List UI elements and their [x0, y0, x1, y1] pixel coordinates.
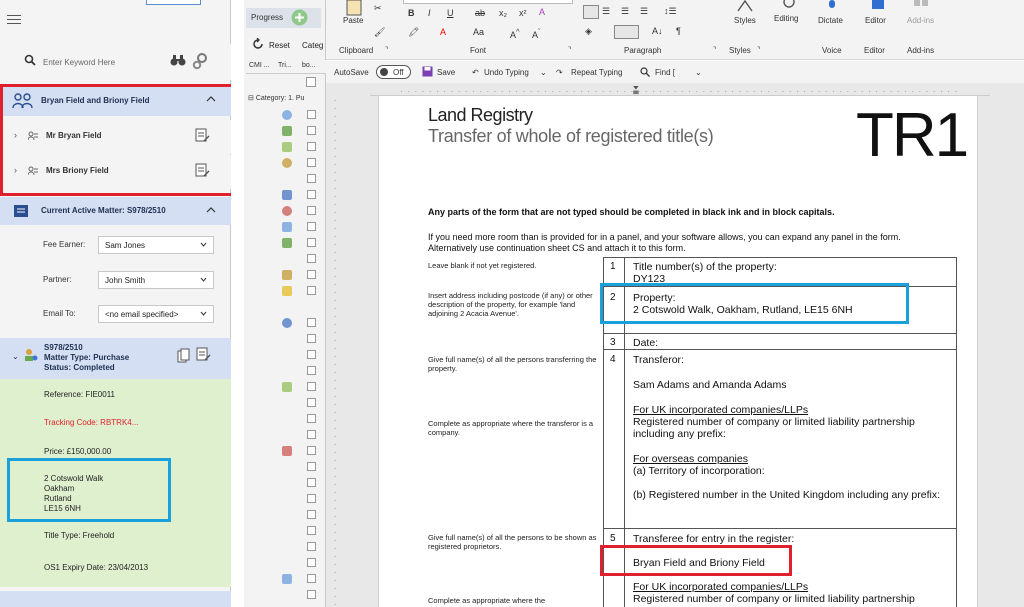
notes-icon[interactable] — [196, 347, 211, 362]
tree-node-icon — [282, 174, 292, 184]
uk-companies-text: Registered number of company or limited liability partnership — [633, 593, 915, 605]
address-line: LE15 6NH — [44, 504, 81, 513]
tree-checkbox[interactable] — [307, 414, 316, 423]
panel-number: 1 — [610, 261, 616, 272]
autosave-state: Off — [393, 68, 404, 77]
tree-checkbox[interactable] — [307, 462, 316, 471]
tree-node-icon — [282, 286, 292, 296]
styles-button[interactable]: Styles — [734, 16, 756, 25]
matter-reference: Reference: FIE0011 — [44, 390, 116, 399]
paragraph-group-label: Paragraph — [624, 46, 662, 55]
tree-checkbox[interactable] — [307, 398, 316, 407]
tree-checkbox[interactable] — [307, 190, 316, 199]
panel-5-label: Transferee for entry in the register: — [633, 533, 795, 545]
repeat-button[interactable]: Repeat Typing — [571, 68, 623, 77]
panel-note: Leave blank if not yet registered. — [428, 261, 537, 270]
undo-icon[interactable]: ↶ — [472, 68, 479, 77]
copy-icon[interactable] — [177, 348, 190, 363]
format-painter-icon[interactable]: 🖌 — [374, 27, 386, 37]
align-right-icon[interactable]: ☰ — [621, 6, 630, 16]
panel-border — [956, 257, 957, 607]
toggle-knob — [380, 68, 388, 76]
chevron-down-icon — [200, 277, 207, 283]
dialog-launcher-icon[interactable]: ⌝ — [757, 47, 761, 54]
add-icon[interactable] — [291, 9, 308, 26]
current-matter-title: Current Active Matter: S978/2510 — [41, 206, 166, 215]
line-spacing-icon[interactable]: ↕☰ — [664, 6, 677, 16]
matter-price: Price: £150,000.00 — [44, 447, 112, 456]
font-color-icon[interactable]: A — [440, 27, 447, 37]
sort-icon[interactable]: A↓ — [652, 26, 663, 36]
tree-checkbox[interactable] — [307, 382, 316, 391]
email-to-select[interactable] — [98, 305, 214, 323]
tree-checkbox[interactable] — [307, 526, 316, 535]
superscript-button[interactable]: x² — [519, 8, 527, 18]
tree-node-icon — [282, 446, 292, 456]
land-registry-heading: Land Registry — [428, 105, 533, 125]
tree-checkbox[interactable] — [307, 446, 316, 455]
tree-checkbox[interactable] — [307, 494, 316, 503]
shading-icon[interactable]: ◈ — [585, 26, 592, 36]
panel-border — [603, 333, 956, 334]
reset-icon[interactable] — [252, 38, 264, 50]
address-line: Rutland — [44, 494, 72, 503]
dialog-launcher-icon[interactable]: ⌝ — [568, 47, 572, 54]
panel-note: Complete as appropriate where the — [428, 596, 546, 605]
tree-checkbox[interactable] — [307, 254, 316, 263]
blue-highlight-box-property — [600, 283, 909, 324]
dictate-button[interactable]: Dictate — [818, 16, 843, 25]
cut-icon[interactable]: ✂ — [374, 3, 382, 13]
tree-checkbox[interactable] — [307, 574, 316, 583]
styles-icon[interactable] — [735, 0, 755, 12]
fee-earner-select[interactable] — [98, 236, 214, 254]
grow-font-icon[interactable]: A^ — [510, 27, 520, 40]
find-button[interactable]: Find [ — [655, 68, 676, 77]
tree-node-icon — [282, 110, 292, 120]
column-header-tri[interactable]: Tri... — [278, 62, 292, 69]
borders-button[interactable] — [614, 25, 639, 39]
property-address[interactable]: 2 Cotswold Walk, Oakham, Rutland, LE15 6NH — [633, 304, 853, 316]
search-icon — [24, 54, 36, 66]
matter-status: Status: Completed — [44, 363, 115, 372]
matter-person-icon — [24, 348, 38, 362]
transferor-names[interactable]: Sam Adams and Amanda Adams — [633, 379, 787, 391]
styles-group-label: Styles — [729, 46, 751, 55]
matter-type: Matter Type: Purchase — [44, 353, 130, 362]
tree-checkbox[interactable] — [307, 334, 316, 343]
tree-node-icon — [282, 254, 292, 264]
partner-value: John Smith — [105, 276, 146, 285]
add-ins-icon[interactable] — [912, 0, 930, 10]
red-highlight-box-transferee — [600, 545, 792, 576]
partner-select[interactable] — [98, 271, 214, 289]
panel-note: Give full name(s) of all the persons to be shown as registered proprietors. — [428, 533, 597, 551]
editing-button[interactable]: Editing — [774, 14, 799, 23]
category-tab[interactable]: Categ — [302, 41, 324, 50]
tree-checkbox[interactable] — [307, 174, 316, 183]
tree-checkbox[interactable] — [307, 510, 316, 519]
email-to-label: Email To: — [43, 309, 76, 318]
clients-title: Bryan Field and Briony Field — [41, 96, 150, 105]
panel-border — [603, 257, 956, 258]
top-button-edge[interactable] — [146, 0, 201, 5]
find-icon[interactable] — [640, 67, 650, 77]
text-effects-button[interactable]: A — [539, 7, 546, 17]
chevron-down-icon[interactable]: ⌄ — [12, 352, 19, 361]
panel-note: Complete as appropriate where the transferor is a company. — [428, 419, 594, 437]
voice-group-label: Voice — [822, 46, 842, 55]
matter-number: S978/2510 — [44, 343, 83, 352]
pilcrow-icon[interactable]: ¶ — [676, 26, 681, 36]
autosave-label: AutoSave — [334, 68, 369, 77]
align-left-button[interactable] — [583, 5, 599, 19]
customize-qat-icon[interactable]: ⌄ — [695, 68, 702, 77]
blue-highlight-box-address — [7, 458, 171, 522]
tree-checkbox[interactable] — [307, 350, 316, 359]
save-icon[interactable] — [422, 66, 433, 77]
panel-note: Insert address including postcode (if any) or other description of the property, for example 'land adjoining 2 Acacia Avenue'. — [428, 291, 593, 318]
panel-number: 2 — [610, 292, 616, 303]
matter-folder-icon — [13, 203, 29, 218]
horizontal-ruler[interactable] — [370, 86, 990, 96]
tree-checkbox[interactable] — [307, 286, 316, 295]
panel-4-label: Transferor: — [633, 354, 684, 366]
editing-search-icon[interactable] — [779, 0, 799, 10]
panel-note: Give full name(s) of all the persons transferring the property. — [428, 355, 597, 373]
paste-button[interactable]: Paste — [343, 16, 364, 25]
tree-checkbox[interactable] — [307, 206, 316, 215]
tree-node-icon — [282, 158, 292, 168]
editor-icon[interactable] — [869, 0, 887, 10]
tree-checkbox[interactable] — [307, 318, 316, 327]
tree-node-icon — [282, 222, 292, 232]
client-name[interactable]: Mr Bryan Field — [46, 131, 102, 140]
save-button[interactable]: Save — [437, 68, 456, 77]
tree-checkbox[interactable] — [307, 238, 316, 247]
client-name[interactable]: Mrs Briony Field — [46, 166, 109, 175]
tree-node-icon — [282, 206, 292, 216]
chevron-up-icon[interactable] — [206, 206, 216, 214]
panel-3-label: Date: — [633, 337, 659, 349]
dialog-launcher-icon[interactable]: ⌝ — [713, 47, 717, 54]
address-line: Oakham — [44, 484, 75, 493]
fee-earner-label: Fee Earner: — [43, 240, 86, 249]
panel-border — [603, 349, 956, 350]
undo-button[interactable]: Undo Typing — [484, 68, 529, 77]
panel-number: 5 — [610, 533, 616, 544]
uk-companies-heading: For UK incorporated companies/LLPs — [633, 581, 809, 593]
overseas-reg-number-label: (b) Registered number in the United Kingdom including any prefix: — [633, 489, 940, 501]
chevron-down-icon — [200, 242, 207, 248]
repeat-icon[interactable]: ↷ — [556, 68, 563, 77]
panel-number: 4 — [610, 354, 616, 365]
uk-companies-heading: For UK incorporated companies/LLPs — [633, 404, 809, 416]
transferee-names[interactable]: Bryan Field and Briony Field — [633, 557, 765, 569]
expand-minus-icon[interactable]: ⊟ — [248, 95, 256, 102]
overseas-companies-heading: For overseas companies — [633, 453, 748, 465]
chevron-right-icon[interactable]: › — [14, 165, 17, 175]
territory-label: (a) Territory of incorporation: — [633, 465, 765, 477]
hamburger-menu-icon[interactable] — [7, 15, 21, 25]
tree-node-icon — [282, 126, 292, 136]
settings-gear-icon[interactable] — [192, 52, 208, 70]
category-row-label: Category: 1. Pu — [255, 95, 305, 102]
instruction-bold: Any parts of the form that are not typed should be completed in black ink and in block capitals. — [428, 207, 835, 217]
shrink-font-icon[interactable]: $A^ˇ$ — [532, 27, 541, 40]
column-header-bo[interactable]: bo... — [302, 62, 316, 69]
clipboard-icon[interactable] — [343, 0, 365, 16]
microphone-icon[interactable] — [823, 0, 841, 10]
tree-node-icon — [282, 190, 292, 200]
bold-button[interactable]: B — [408, 8, 415, 18]
dialog-launcher-icon[interactable]: ⌝ — [385, 47, 389, 54]
tree-checkbox[interactable] — [306, 77, 316, 87]
address-line: 2 Cotswold Walk — [44, 474, 104, 483]
subscript-button[interactable]: x₂ — [499, 8, 507, 18]
email-to-value: <no email specified> — [105, 310, 179, 319]
tree-node-icon — [282, 142, 292, 152]
underline-button[interactable]: U — [447, 8, 454, 18]
tree-checkbox[interactable] — [307, 142, 316, 151]
tree-node-icon — [282, 382, 292, 392]
title-type: Title Type: Freehold — [44, 531, 115, 540]
font-group-label: Font — [470, 46, 487, 55]
tree-checkbox[interactable] — [307, 542, 316, 551]
highlight-color-icon[interactable]: 🖍 — [408, 27, 420, 37]
italic-button[interactable]: I — [428, 8, 431, 18]
panel-border — [603, 528, 956, 529]
tree-node-icon — [282, 318, 292, 328]
keyword-search-input[interactable] — [43, 55, 163, 69]
progress-tab-label: Progress — [251, 13, 284, 22]
vertical-ruler[interactable] — [330, 100, 340, 607]
strikethrough-button[interactable]: ab — [475, 8, 486, 18]
tree-node-icon — [282, 510, 292, 520]
document-page[interactable] — [378, 96, 978, 607]
title-number[interactable]: DY123 — [633, 273, 666, 285]
tree-checkbox[interactable] — [307, 110, 316, 119]
column-header-cmi[interactable]: CMI ... — [249, 62, 270, 69]
tree-checkbox[interactable] — [307, 270, 316, 279]
tree-checkbox[interactable] — [307, 430, 316, 439]
tree-checkbox[interactable] — [307, 478, 316, 487]
panel-splitter[interactable] — [231, 0, 244, 607]
os1-expiry-date: OS1 Expiry Date: 23/04/2013 — [44, 563, 149, 572]
tree-checkbox[interactable] — [307, 558, 316, 567]
add-ins-button[interactable]: Add-ins — [907, 16, 935, 25]
change-case-icon[interactable]: Aa — [473, 27, 485, 37]
panel-1-label: Title number(s) of the property: — [633, 261, 777, 273]
align-center-icon[interactable]: ☰ — [602, 6, 611, 16]
binoculars-icon[interactable] — [170, 54, 186, 67]
tree-checkbox[interactable] — [307, 366, 316, 375]
clipboard-group-label: Clipboard — [339, 46, 374, 55]
tree-node-icon — [282, 270, 292, 280]
partner-label: Partner: — [43, 275, 72, 284]
tree-node-icon — [282, 574, 292, 584]
font-name-combo[interactable] — [403, 0, 573, 4]
panel-2-label: Property: — [633, 292, 676, 304]
category-tree-row[interactable] — [248, 94, 304, 102]
justify-icon[interactable]: ☰ — [640, 6, 649, 16]
editor-group-label: Editor — [864, 46, 885, 55]
instruction-text: If you need more room than is provided for in a panel, and your software allows, you can expand any panel in the form. Alternatively use continuation sheet CS and attach it to this form. — [428, 232, 901, 253]
chevron-right-icon[interactable]: › — [14, 130, 17, 140]
form-subtitle: Transfer of whole of registered title(s) — [428, 126, 714, 146]
tree-checkbox[interactable] — [307, 590, 316, 599]
fee-earner-value: Sam Jones — [105, 241, 146, 250]
tree-checkbox[interactable] — [307, 158, 316, 167]
panel-number: 3 — [610, 337, 616, 348]
editor-button[interactable]: Editor — [865, 16, 886, 25]
tracking-code[interactable]: Tracking Code: RBTRK4... — [44, 418, 139, 427]
chevron-down-icon — [200, 311, 207, 317]
chevron-down-icon[interactable]: ⌄ — [540, 68, 547, 77]
add-ins-group-label: Add-ins — [907, 46, 935, 55]
reset-button[interactable]: Reset — [269, 41, 290, 50]
next-section-header[interactable] — [0, 591, 231, 607]
tree-checkbox[interactable] — [307, 222, 316, 231]
uk-companies-text: Registered number of company or limited liability partnership including any prefix: — [633, 416, 915, 440]
red-highlight-box-clients — [0, 84, 237, 196]
form-code: TR1 — [856, 101, 968, 170]
tree-checkbox[interactable] — [307, 126, 316, 135]
tree-node-icon — [282, 238, 292, 248]
